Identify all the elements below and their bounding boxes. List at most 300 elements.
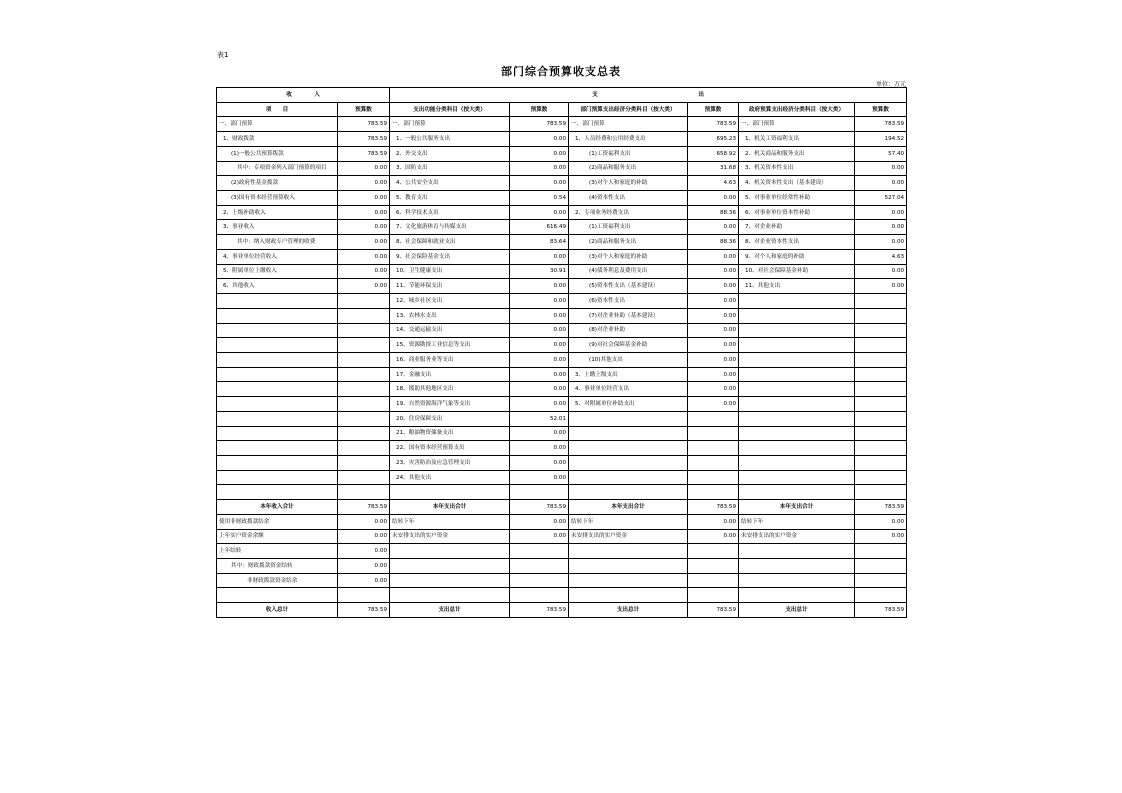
dept-econ-item: (7)对企业补助（基本建设）	[569, 308, 688, 323]
dept-econ-value	[688, 441, 739, 456]
income-value	[338, 485, 390, 500]
gov-econ-item	[739, 294, 855, 309]
grand-total-row-label: 收入总计	[217, 603, 338, 618]
gov-econ-value	[855, 397, 907, 412]
grand-total-row-label: 支出总计	[739, 603, 855, 618]
table-row	[217, 397, 907, 412]
income-value: 0.00	[338, 559, 390, 574]
gov-econ-item	[739, 367, 855, 382]
dept-econ-item	[569, 573, 688, 588]
func-item: 9、社会保险基金支出	[390, 249, 510, 264]
gov-econ-value	[855, 426, 907, 441]
func-item: 13、农林水支出	[390, 308, 510, 323]
income-item: 上年实户资金余额	[217, 529, 338, 544]
table-row	[217, 352, 907, 367]
income-value: 0.00	[338, 264, 390, 279]
gov-econ-value: 0.00	[855, 161, 907, 176]
income-value	[338, 470, 390, 485]
income-item: (3)国有资本经营预算收入	[217, 191, 338, 206]
gov-econ-item	[739, 338, 855, 353]
gov-econ-value	[855, 352, 907, 367]
page-title: 部门综合预算收支总表	[501, 65, 621, 78]
grand-total-row-label: 支出总计	[390, 603, 510, 618]
income-value	[338, 455, 390, 470]
dept-econ-item: (1)工资福利支出	[569, 220, 688, 235]
income-item: 5、附属单位上缴收入	[217, 264, 338, 279]
year-total-row-value: 783.59	[510, 500, 569, 515]
gov-econ-item	[739, 485, 855, 500]
income-value	[338, 323, 390, 338]
income-value: 783.59	[338, 146, 390, 161]
gov-econ-value: 57.40	[855, 146, 907, 161]
func-item: 21、粮油物资储备支出	[390, 426, 510, 441]
grand-total-row-label: 支出总计	[569, 603, 688, 618]
income-item	[217, 323, 338, 338]
func-value: 0.54	[510, 191, 569, 206]
func-value: 0.00	[510, 294, 569, 309]
table-row	[217, 411, 907, 426]
income-item	[217, 455, 338, 470]
dept-econ-item: (10)其他支出	[569, 352, 688, 367]
income-value	[338, 294, 390, 309]
gov-econ-item	[739, 352, 855, 367]
dept-econ-item	[569, 441, 688, 456]
dept-econ-value: 0.00	[688, 220, 739, 235]
dept-econ-item: 3、上缴上级支出	[569, 367, 688, 382]
func-item: 3、国防支出	[390, 161, 510, 176]
func-value: 0.00	[510, 397, 569, 412]
table-row	[217, 455, 907, 470]
dept-econ-item: (1)工资福利支出	[569, 146, 688, 161]
table-row	[217, 441, 907, 456]
dept-econ-value	[688, 485, 739, 500]
gov-econ-item: 6、对事业单位资本性补助	[739, 205, 855, 220]
dept-econ-value: 0.00	[688, 249, 739, 264]
dept-econ-value: 0.00	[688, 338, 739, 353]
income-value	[338, 588, 390, 603]
dept-econ-value: 0.00	[688, 323, 739, 338]
dept-econ-value	[688, 426, 739, 441]
gov-econ-value	[855, 441, 907, 456]
income-value: 0.00	[338, 249, 390, 264]
gov-econ-item: 1、机关工资福利支出	[739, 132, 855, 147]
income-item	[217, 382, 338, 397]
table-row	[217, 308, 907, 323]
income-item	[217, 352, 338, 367]
func-item: 18、援助其他地区支出	[390, 382, 510, 397]
func-item: 5、教育支出	[390, 191, 510, 206]
gov-econ-value: 0.00	[855, 529, 907, 544]
gov-econ-value	[855, 455, 907, 470]
dept-econ-value	[688, 455, 739, 470]
func-value: 0.00	[510, 249, 569, 264]
func-item	[390, 559, 510, 574]
gov-econ-value: 783.59	[855, 117, 907, 132]
dept-econ-value: 0.00	[688, 514, 739, 529]
dept-econ-value	[688, 470, 739, 485]
dept-econ-item: (3)对个人和家庭的补助	[569, 249, 688, 264]
func-value: 0.00	[510, 382, 569, 397]
budget-summary-table	[216, 87, 907, 618]
col-header-budget: 预算数	[338, 102, 390, 117]
func-value	[510, 485, 569, 500]
dept-econ-value: 0.00	[688, 308, 739, 323]
income-item	[217, 588, 338, 603]
dept-econ-item	[569, 411, 688, 426]
func-item: 结转下年	[390, 514, 510, 529]
income-value: 0.00	[338, 573, 390, 588]
gov-econ-item: 结转下年	[739, 514, 855, 529]
func-value: 83.64	[510, 235, 569, 250]
func-item: 2、外交支出	[390, 146, 510, 161]
func-item: 4、公共安全支出	[390, 176, 510, 191]
gov-econ-item: 一、部门预算	[739, 117, 855, 132]
gov-econ-value	[855, 573, 907, 588]
dept-econ-item: 未安排支出的实户资金	[569, 529, 688, 544]
gov-econ-item	[739, 573, 855, 588]
func-value	[510, 573, 569, 588]
income-group-header: 收 入	[217, 88, 390, 103]
func-item	[390, 588, 510, 603]
dept-econ-item: 结转下年	[569, 514, 688, 529]
gov-econ-item: 3、机关资本性支出	[739, 161, 855, 176]
gov-econ-value	[855, 411, 907, 426]
income-item: 4、事业单位经营收入	[217, 249, 338, 264]
func-value: 0.00	[510, 441, 569, 456]
dept-econ-value: 0.00	[688, 367, 739, 382]
func-value: 0.00	[510, 176, 569, 191]
gov-econ-item: 7、对企业补助	[739, 220, 855, 235]
gov-econ-value: 0.00	[855, 176, 907, 191]
gov-econ-item	[739, 397, 855, 412]
dept-econ-item: (8)对企业补助	[569, 323, 688, 338]
func-value: 0.00	[510, 146, 569, 161]
gov-econ-value: 0.00	[855, 220, 907, 235]
grand-total-row-value: 783.59	[688, 603, 739, 618]
gov-econ-item	[739, 455, 855, 470]
income-value: 0.00	[338, 161, 390, 176]
func-item: 7、文化旅游体育与传媒支出	[390, 220, 510, 235]
dept-econ-value: 88.36	[688, 235, 739, 250]
func-item: 15、资源勘探工业信息等支出	[390, 338, 510, 353]
year-total-row-value: 783.59	[855, 500, 907, 515]
income-value: 0.00	[338, 544, 390, 559]
income-item: 3、事业收入	[217, 220, 338, 235]
gov-econ-item: 11、其他支出	[739, 279, 855, 294]
dept-econ-item	[569, 588, 688, 603]
func-item: 20、住房保障支出	[390, 411, 510, 426]
table-number: 表1	[217, 51, 229, 59]
table-row	[217, 382, 907, 397]
income-value: 0.00	[338, 514, 390, 529]
dept-econ-value: 0.00	[688, 294, 739, 309]
func-value: 0.00	[510, 279, 569, 294]
gov-econ-item	[739, 470, 855, 485]
income-item: (2)政府性基金拨款	[217, 176, 338, 191]
gov-econ-item: 未安排支出的实户资金	[739, 529, 855, 544]
func-item: 19、自然资源海洋气象等支出	[390, 397, 510, 412]
func-value: 616.49	[510, 220, 569, 235]
carry-row	[217, 514, 907, 529]
table-row	[217, 117, 907, 132]
dept-econ-value: 0.00	[688, 191, 739, 206]
func-value: 0.00	[510, 426, 569, 441]
income-item	[217, 426, 338, 441]
func-value: 0.00	[510, 514, 569, 529]
year-total-row	[217, 500, 907, 515]
income-item	[217, 485, 338, 500]
unit-label: 单位：万元	[875, 81, 906, 88]
dept-econ-value: 0.00	[688, 264, 739, 279]
grand-total-row-value: 783.59	[338, 603, 390, 618]
carry-row	[217, 544, 907, 559]
gov-econ-value: 0.00	[855, 514, 907, 529]
income-item: 使用非财政拨款结余	[217, 514, 338, 529]
gov-econ-item	[739, 588, 855, 603]
gov-econ-item: 4、机关资本性支出（基本建设）	[739, 176, 855, 191]
table-row	[217, 249, 907, 264]
income-item: 其中：纳入财政专户管理的收费	[217, 235, 338, 250]
func-item: 17、金融支出	[390, 367, 510, 382]
func-value: 783.59	[510, 117, 569, 132]
dept-econ-value: 783.59	[688, 117, 739, 132]
carry-row	[217, 529, 907, 544]
table-row	[217, 367, 907, 382]
func-item: 11、节能环保支出	[390, 279, 510, 294]
dept-econ-value: 658.92	[688, 146, 739, 161]
year-total-row-value: 783.59	[338, 500, 390, 515]
dept-econ-item	[569, 559, 688, 574]
expense-group-header: 支 出	[390, 88, 907, 103]
dept-econ-value: 88.36	[688, 205, 739, 220]
income-value	[338, 397, 390, 412]
table-row	[217, 161, 907, 176]
col-header-dept-econ: 部门预算支出经济分类科目（按大类）	[569, 102, 688, 117]
gov-econ-value	[855, 323, 907, 338]
func-value: 0.00	[510, 352, 569, 367]
gov-econ-value	[855, 485, 907, 500]
dept-econ-value: 0.00	[688, 352, 739, 367]
income-value: 0.00	[338, 235, 390, 250]
gov-econ-item	[739, 559, 855, 574]
gov-econ-item	[739, 441, 855, 456]
col-header-item: 项 目	[217, 102, 338, 117]
func-value: 52.01	[510, 411, 569, 426]
table-row	[217, 323, 907, 338]
table-row	[217, 132, 907, 147]
func-value	[510, 544, 569, 559]
income-item: 6、其他收入	[217, 279, 338, 294]
func-item: 16、商业服务业等支出	[390, 352, 510, 367]
func-value: 0.00	[510, 470, 569, 485]
func-value	[510, 559, 569, 574]
year-total-row-label: 本年收入合计	[217, 500, 338, 515]
func-item: 1、一般公共服务支出	[390, 132, 510, 147]
dept-econ-item	[569, 426, 688, 441]
dept-econ-value	[688, 544, 739, 559]
dept-econ-value: 0.00	[688, 382, 739, 397]
gov-econ-value	[855, 470, 907, 485]
income-item: 其中：财政拨款资金结转	[217, 559, 338, 574]
income-value	[338, 338, 390, 353]
gov-econ-item: 10、对社会保障基金补助	[739, 264, 855, 279]
col-header-gov-econ: 政府预算支出经济分类科目（按大类）	[739, 102, 855, 117]
gov-econ-value: 0.00	[855, 235, 907, 250]
dept-econ-value: 4.63	[688, 176, 739, 191]
income-value	[338, 308, 390, 323]
table-row	[217, 294, 907, 309]
gov-econ-item: 2、机关商品和服务支出	[739, 146, 855, 161]
func-value: 0.00	[510, 367, 569, 382]
dept-econ-item	[569, 485, 688, 500]
income-value	[338, 426, 390, 441]
group-header-row	[217, 88, 907, 103]
dept-econ-item	[569, 544, 688, 559]
func-value: 0.00	[510, 529, 569, 544]
income-item: (1)一般公共预算拨款	[217, 146, 338, 161]
income-value: 0.00	[338, 279, 390, 294]
func-value: 0.00	[510, 161, 569, 176]
income-item: 一、部门预算	[217, 117, 338, 132]
gov-econ-value: 0.00	[855, 205, 907, 220]
func-item: 23、灾害防治及应急管理支出	[390, 455, 510, 470]
income-value: 0.00	[338, 176, 390, 191]
income-value	[338, 352, 390, 367]
income-item	[217, 338, 338, 353]
income-item	[217, 441, 338, 456]
income-item: 1、财政拨款	[217, 132, 338, 147]
func-value: 0.00	[510, 308, 569, 323]
gov-econ-value: 0.00	[855, 279, 907, 294]
table-row	[217, 235, 907, 250]
gov-econ-item	[739, 411, 855, 426]
income-value	[338, 382, 390, 397]
carry-row	[217, 573, 907, 588]
dept-econ-value	[688, 588, 739, 603]
dept-econ-item	[569, 455, 688, 470]
table-row	[217, 264, 907, 279]
func-item	[390, 544, 510, 559]
grand-total-row-value: 783.59	[510, 603, 569, 618]
income-value: 783.59	[338, 132, 390, 147]
func-value	[510, 588, 569, 603]
gov-econ-item: 9、对个人和家庭的补助	[739, 249, 855, 264]
income-item	[217, 294, 338, 309]
table-row	[217, 176, 907, 191]
dept-econ-value: 695.23	[688, 132, 739, 147]
income-value	[338, 411, 390, 426]
dept-econ-item: (5)资本性支出（基本建设）	[569, 279, 688, 294]
gov-econ-item	[739, 323, 855, 338]
dept-econ-item: 2、专项业务经费支出	[569, 205, 688, 220]
gov-econ-value	[855, 294, 907, 309]
dept-econ-value: 0.00	[688, 529, 739, 544]
income-item: 2、上级补助收入	[217, 205, 338, 220]
table-row	[217, 485, 907, 500]
carry-row	[217, 588, 907, 603]
dept-econ-item: 5、对附属单位补助支出	[569, 397, 688, 412]
table-row	[217, 338, 907, 353]
gov-econ-item: 5、对事业单位经常性补助	[739, 191, 855, 206]
dept-econ-value: 31.68	[688, 161, 739, 176]
dept-econ-item: (3)对个人和家庭的补助	[569, 176, 688, 191]
dept-econ-item: (4)资本性支出	[569, 191, 688, 206]
col-header-budget: 预算数	[510, 102, 569, 117]
gov-econ-value: 527.04	[855, 191, 907, 206]
func-value: 0.00	[510, 338, 569, 353]
func-item: 未安排支出的实户资金	[390, 529, 510, 544]
gov-econ-value	[855, 544, 907, 559]
income-item: 上年结转	[217, 544, 338, 559]
gov-econ-item	[739, 308, 855, 323]
income-item	[217, 397, 338, 412]
func-value: 0.00	[510, 323, 569, 338]
dept-econ-value: 0.00	[688, 279, 739, 294]
grand-total-row	[217, 603, 907, 618]
dept-econ-item: 1、人员经费和公用经费支出	[569, 132, 688, 147]
income-value: 0.00	[338, 205, 390, 220]
income-item	[217, 367, 338, 382]
income-value: 0.00	[338, 191, 390, 206]
gov-econ-item	[739, 382, 855, 397]
gov-econ-value	[855, 367, 907, 382]
dept-econ-item: (6)资本性支出	[569, 294, 688, 309]
grand-total-row-value: 783.59	[855, 603, 907, 618]
gov-econ-item	[739, 544, 855, 559]
func-item: 14、交通运输支出	[390, 323, 510, 338]
dept-econ-item: (9)对社会保障基金补助	[569, 338, 688, 353]
income-item	[217, 308, 338, 323]
income-value: 0.00	[338, 220, 390, 235]
dept-econ-value	[688, 559, 739, 574]
dept-econ-value: 0.00	[688, 397, 739, 412]
col-header-budget: 预算数	[688, 102, 739, 117]
table-row	[217, 191, 907, 206]
income-value: 0.00	[338, 529, 390, 544]
table-row	[217, 220, 907, 235]
dept-econ-value	[688, 411, 739, 426]
table-row	[217, 146, 907, 161]
income-item	[217, 411, 338, 426]
column-header-row	[217, 102, 907, 117]
income-value	[338, 441, 390, 456]
func-item: 22、国有资本经营预算支出	[390, 441, 510, 456]
func-value: 0.00	[510, 455, 569, 470]
gov-econ-value	[855, 588, 907, 603]
carry-row	[217, 559, 907, 574]
gov-econ-item	[739, 426, 855, 441]
col-header-budget: 预算数	[855, 102, 907, 117]
table-row	[217, 279, 907, 294]
gov-econ-value	[855, 338, 907, 353]
table-row	[217, 426, 907, 441]
dept-econ-item: 4、事业单位经营支出	[569, 382, 688, 397]
gov-econ-item: 8、对企业资本性支出	[739, 235, 855, 250]
gov-econ-value	[855, 308, 907, 323]
func-item: 10、卫生健康支出	[390, 264, 510, 279]
year-total-row-label: 本年支出合计	[739, 500, 855, 515]
col-header-func: 支出功能分类科目（按大类）	[390, 102, 510, 117]
func-item: 一、部门预算	[390, 117, 510, 132]
dept-econ-item: (2)商品和服务支出	[569, 235, 688, 250]
year-total-row-label: 本年支出合计	[390, 500, 510, 515]
income-value	[338, 367, 390, 382]
func-item: 24、其他支出	[390, 470, 510, 485]
dept-econ-item: (2)商品和服务支出	[569, 161, 688, 176]
func-item: 8、社会保障和就业支出	[390, 235, 510, 250]
gov-econ-value: 4.63	[855, 249, 907, 264]
gov-econ-value	[855, 382, 907, 397]
